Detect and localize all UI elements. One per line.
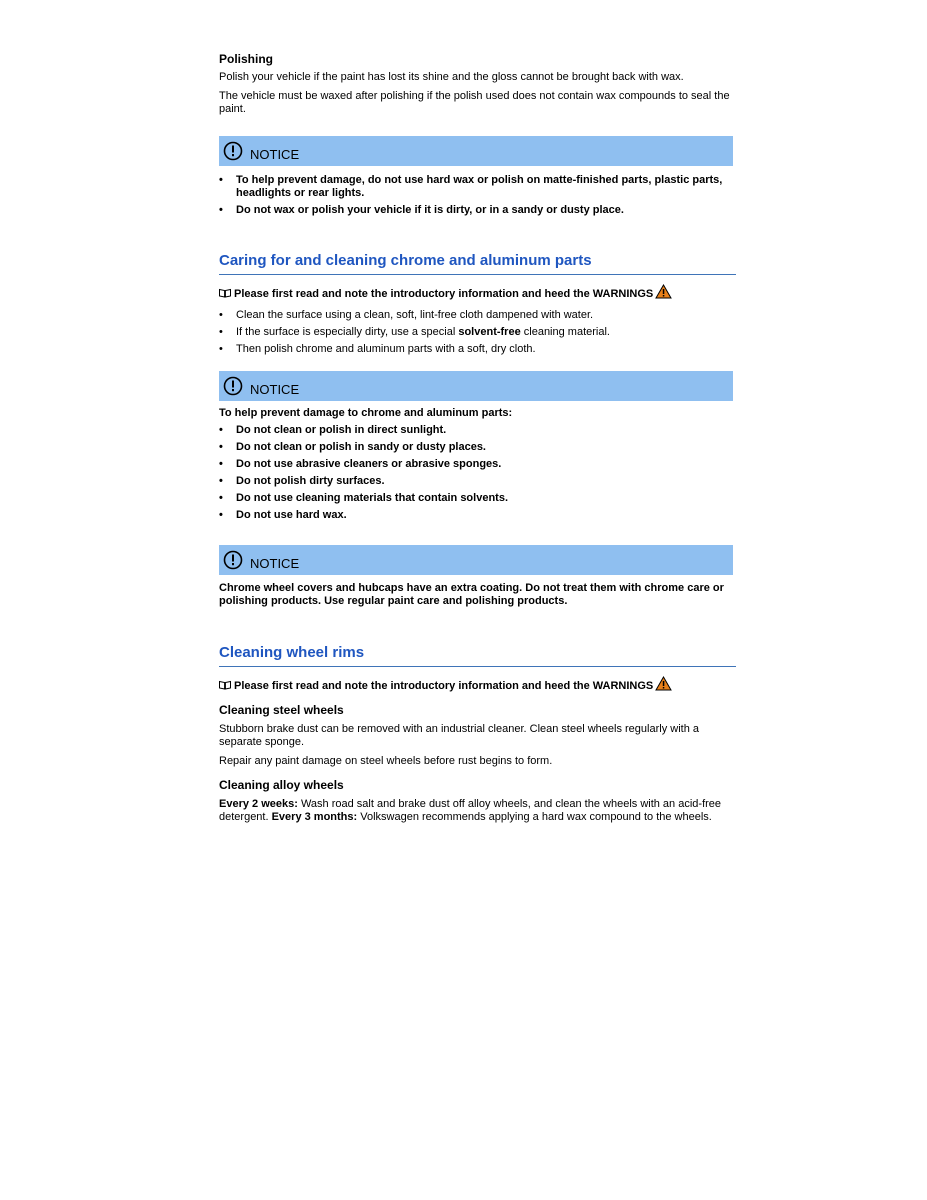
steel-wheels-paragraph-2: Repair any paint damage on steel wheels before rust begins to form. [219, 755, 553, 767]
bullet: • [219, 343, 223, 355]
bullet: • [219, 441, 223, 453]
list-item: • Do not use hard wax. [219, 509, 347, 521]
warning-triangle-icon[interactable] [655, 676, 672, 694]
alloy-wheels-paragraph: Every 2 weeks: Wash road salt and brake dust off alloy wheels, and clean the wheels with an acid-free detergent. Every 3 months: Volkswagen recommends applying a hard wax compound to the wheels. [219, 798, 722, 823]
alloy-wheels-heading: Cleaning alloy wheels [219, 778, 344, 792]
list-item: • Do not wax or polish your vehicle if it is dirty, or in a sandy or dusty place. [219, 204, 624, 216]
steel-wheels-paragraph-1: Stubborn brake dust can be removed with an industrial cleaner. Clean steel wheels regularly with a separate sponge. [219, 723, 699, 748]
notice-label: NOTICE [250, 147, 300, 162]
list-item: • Do not use abrasive cleaners or abrasive sponges. [219, 458, 502, 470]
bullet: • [219, 509, 223, 521]
steel-wheels-heading: Cleaning steel wheels [219, 703, 344, 717]
notice-bar [219, 545, 733, 575]
chrome-section [219, 284, 736, 356]
intro-note: Please first read and note the introductory information and heed the WARNINGS [219, 284, 736, 302]
bullet: • [219, 309, 223, 321]
open-book-icon [219, 288, 231, 301]
notice-1-body [219, 174, 736, 217]
bullet: • [219, 326, 223, 338]
notice-label: NOTICE [250, 382, 300, 397]
list-item: • Do not use cleaning materials that contain solvents. [219, 492, 509, 504]
bullet: • [219, 174, 223, 186]
notice-bar [219, 136, 733, 166]
warning-triangle-icon[interactable] [655, 284, 672, 302]
notice-label: NOTICE [250, 556, 300, 571]
polishing-heading: Polishing [219, 52, 273, 66]
exclamation-circle-icon [223, 550, 243, 575]
bullet: • [219, 204, 223, 216]
notice-3-text: Chrome wheel covers and hubcaps have an extra coating. Do not treat them with chrome care or polishing products. Use regular paint care and polishing products. [219, 582, 724, 607]
polishing-section [219, 52, 736, 116]
exclamation-circle-icon [223, 376, 243, 401]
list-item: • If the surface is especially dirty, use a special solvent-free cleaning material. [219, 326, 610, 338]
list-item: • Do not clean or polish in direct sunlight. [219, 424, 447, 436]
list-item: • Do not clean or polish in sandy or dusty places. [219, 441, 486, 453]
bullet: • [219, 475, 223, 487]
bullet: • [219, 492, 223, 504]
section-title-wheel-rims: Cleaning wheel rims [219, 644, 736, 667]
list-item: • Do not polish dirty surfaces. [219, 475, 385, 487]
intro-note: Please first read and note the introductory information and heed the WARNINGS [219, 676, 736, 694]
exclamation-circle-icon [223, 141, 243, 166]
bullet: • [219, 424, 223, 436]
notice-2-body [219, 407, 736, 522]
bullet: • [219, 458, 223, 470]
open-book-icon [219, 680, 231, 693]
list-item: • Then polish chrome and aluminum parts with a soft, dry cloth. [219, 343, 536, 355]
notice-2-lead: To help prevent damage to chrome and aluminum parts: [219, 407, 513, 419]
list-item: • Clean the surface using a clean, soft, lint-free cloth dampened with water. [219, 309, 594, 321]
wheel-rims-section [219, 676, 736, 824]
notice-3-body [219, 582, 736, 608]
polishing-paragraph-2: The vehicle must be waxed after polishing if the polish used does not contain wax compounds to seal the paint. [219, 90, 730, 115]
polishing-paragraph-1: Polish your vehicle if the paint has lost its shine and the gloss cannot be brought back with wax. [219, 71, 684, 83]
list-item: • To help prevent damage, do not use hard wax or polish on matte-finished parts, plastic parts, headlights or rear lights. [219, 174, 723, 199]
section-title-chrome: Caring for and cleaning chrome and aluminum parts [219, 252, 736, 275]
notice-bar [219, 371, 733, 401]
